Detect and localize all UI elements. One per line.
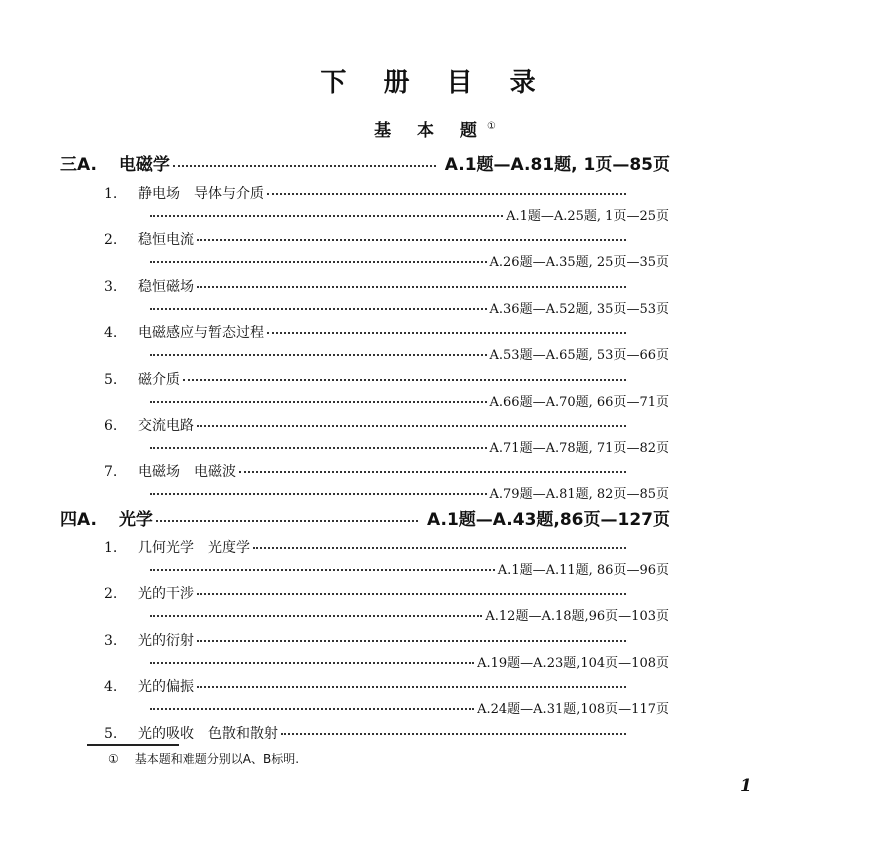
item-range: A.12题—A.18题,96页—103页 <box>485 609 669 625</box>
subtitle-text: 基 本 题 <box>374 121 487 141</box>
section-heading-basic <box>0 116 870 141</box>
toc-item <box>104 537 629 557</box>
item-range: A.71题—A.78题, 71页—82页 <box>489 441 669 456</box>
footnote-divider <box>87 744 179 746</box>
section-title: 电磁学 <box>118 155 170 175</box>
dot-leader <box>150 662 474 664</box>
dot-leader <box>267 193 626 195</box>
dot-leader <box>150 354 487 356</box>
dot-leader <box>197 286 626 288</box>
item-number: 6. <box>104 418 118 434</box>
dot-leader <box>150 615 482 617</box>
dot-leader <box>267 332 626 334</box>
item-number: 4. <box>104 325 118 342</box>
toc-item <box>104 322 629 342</box>
toc-item <box>104 630 629 650</box>
item-number: 3. <box>104 278 118 295</box>
item-range: A.66题—A.70题, 66页—71页 <box>489 394 669 410</box>
item-range: A.53题—A.65题, 53页—66页 <box>489 348 669 364</box>
item-title: 光的偏振 <box>138 679 194 696</box>
dot-leader <box>156 520 418 522</box>
section-range: A.1题—A.43题,86页—127页 <box>427 510 670 530</box>
dot-leader <box>150 401 487 403</box>
toc-item-range-line <box>147 698 669 717</box>
toc-item-range-line <box>147 559 669 578</box>
item-number: 1. <box>104 540 118 556</box>
item-title: 光的衍射 <box>138 632 194 649</box>
dot-leader <box>253 547 626 549</box>
item-range: A.24题—A.31题,108页—117页 <box>477 702 669 718</box>
dot-leader <box>197 239 626 241</box>
toc-item-range-line <box>147 344 669 363</box>
footnote <box>108 750 299 767</box>
item-range: A.19题—A.23题,104页—108页 <box>477 655 669 671</box>
toc-item-range-line <box>147 437 669 456</box>
dot-leader <box>150 215 503 217</box>
item-number: 5. <box>104 371 118 388</box>
dot-leader <box>239 471 626 473</box>
item-range: A.36题—A.52题, 35页—53页 <box>489 301 669 317</box>
item-number: 5. <box>104 725 118 742</box>
section-number: 四A. <box>60 510 97 530</box>
footnote-text: 基本题和难题分别以A、B标明. <box>134 752 300 766</box>
dot-leader <box>197 425 626 427</box>
section-number: 三A. <box>60 155 97 175</box>
dot-leader <box>197 593 626 595</box>
item-range: A.26题—A.35题, 25页—35页 <box>489 255 669 271</box>
dot-leader <box>197 686 626 688</box>
section-title: 光学 <box>118 510 153 530</box>
item-title: 几何光学 光度学 <box>138 540 250 556</box>
toc-item-range-line <box>147 652 669 671</box>
item-number: 1. <box>104 186 118 202</box>
item-range: A.79题—A.81题, 82页—85页 <box>489 487 669 503</box>
toc-item <box>104 229 629 249</box>
item-number: 7. <box>104 464 118 481</box>
item-range: A.1题—A.25题, 1页—25页 <box>506 209 669 224</box>
section-range: A.1题—A.81题, 1页—85页 <box>444 155 670 175</box>
item-title: 稳恒电流 <box>138 232 194 249</box>
toc-item <box>104 723 629 743</box>
item-title: 交流电路 <box>138 418 194 434</box>
item-title: 电磁场 电磁波 <box>138 464 236 481</box>
toc-item <box>104 276 629 296</box>
item-range: A.1题—A.11题, 86页—96页 <box>497 563 669 578</box>
page-title: 下 册 目 录 <box>320 68 550 98</box>
item-title: 静电场 导体与介质 <box>138 186 264 202</box>
dot-leader <box>281 733 626 735</box>
dot-leader <box>173 165 436 167</box>
dot-leader <box>150 261 487 263</box>
toc-section <box>60 150 670 175</box>
toc-item <box>104 415 629 435</box>
toc-item-range-line <box>147 391 669 410</box>
toc-item-range-line <box>147 605 669 624</box>
item-number: 4. <box>104 679 118 696</box>
toc-item <box>104 676 629 696</box>
toc-item-range-line <box>147 205 669 224</box>
toc-item <box>104 583 629 603</box>
toc-item-range-line <box>147 298 669 317</box>
dot-leader <box>150 569 495 571</box>
page-number: 1 <box>740 776 752 796</box>
item-title: 磁介质 <box>138 371 180 388</box>
item-number: 2. <box>104 586 118 603</box>
item-title: 稳恒磁场 <box>138 278 194 295</box>
footnote-marker: ① <box>108 752 119 766</box>
dot-leader <box>183 379 626 381</box>
item-title: 光的干涉 <box>138 586 194 603</box>
item-number: 3. <box>104 632 118 649</box>
footnote-marker-ref: ① <box>486 121 496 132</box>
item-title: 光的吸收 色散和散射 <box>138 725 278 742</box>
toc-item-range-line <box>147 483 669 502</box>
dot-leader <box>150 493 487 495</box>
item-title: 电磁感应与暂态过程 <box>138 325 264 342</box>
dot-leader <box>197 640 626 642</box>
dot-leader <box>150 708 474 710</box>
dot-leader <box>150 447 487 449</box>
toc-item <box>104 461 629 481</box>
dot-leader <box>150 308 487 310</box>
toc-item <box>104 369 629 389</box>
item-number: 2. <box>104 232 118 249</box>
toc-item-range-line <box>147 251 669 270</box>
toc-section <box>60 505 670 530</box>
toc-item <box>104 183 629 203</box>
